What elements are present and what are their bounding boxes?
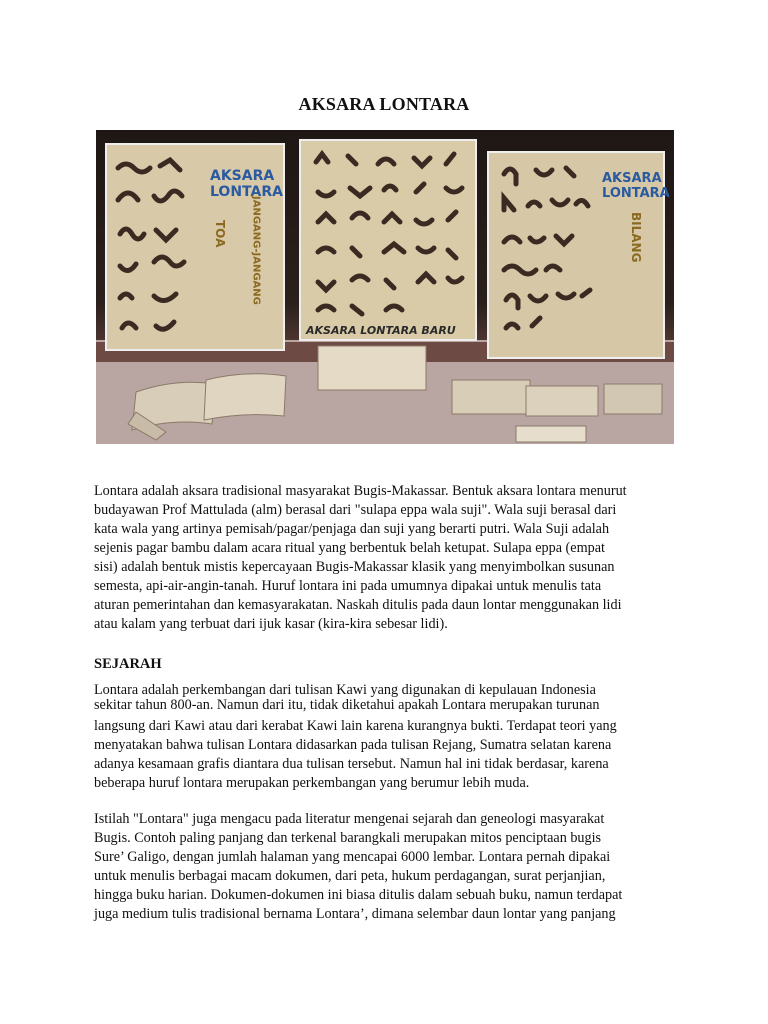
- history-line: Sure’ Galigo, dengan jumlah halaman yang mencapai 6000 lembar. Lontara pernah dipakai: [94, 849, 611, 865]
- intro-line: Lontara adalah aksara tradisional masyarakat Bugis-Makassar. Bentuk aksara lontara menurut: [94, 483, 627, 499]
- history-paragraph-1: [94, 684, 684, 793]
- intro-line: sisi) adalah bentuk mistis kepercayaan Bugis-Makassar klasik yang menyimbolkan susunan: [94, 559, 615, 575]
- lontara-exhibit-photo: [96, 130, 674, 444]
- document-title: AKSARA LONTARA: [298, 94, 470, 114]
- poster-right-title-1: AKSARA: [602, 171, 662, 186]
- poster-center-label: AKSARA LONTARA BARU: [306, 324, 456, 337]
- poster-left-side-1: TOA: [213, 220, 227, 248]
- history-line: menyatakan bahwa tulisan Lontara didasarkan pada tulisan Rejang, Sumatra selatan karena: [94, 737, 612, 753]
- section-heading-sejarah: SEJARAH: [94, 656, 162, 672]
- poster-right: [488, 152, 670, 358]
- poster-left-title-1: AKSARA: [210, 168, 275, 184]
- poster-center: [300, 140, 476, 340]
- history-line: adanya kesamaan grafis diantara dua tulisan tersebut. Namun hal ini tidak berdasar, karena: [94, 756, 609, 772]
- history-line: hingga buku harian. Dokumen-dokumen ini biasa ditulis dalam sebuah buku, namun terdapat: [94, 887, 623, 903]
- history-paragraph-2: [94, 810, 684, 924]
- poster-right-title-2: LONTARA: [602, 186, 670, 201]
- poster-left-title-2: LONTARA: [210, 184, 283, 200]
- poster-left: [106, 144, 284, 350]
- intro-line: kata wala yang artinya pemisah/pagar/penjaga dan suji yang berarti putri. Wala Suji adalah: [94, 521, 610, 537]
- poster-left-side-2: JANGANG-JANGANG: [250, 196, 262, 305]
- history-line: sekitar tahun 800-an. Namun dari itu, tidak diketahui apakah Lontara merupakan turunan: [94, 697, 600, 713]
- intro-line: semesta, api-air-angin-tanah. Huruf lontara ini pada umumnya dipakai untuk menulis tata: [94, 578, 602, 594]
- history-line: Istilah "Lontara" juga mengacu pada literatur mengenai sejarah dan geneologi masyarakat: [94, 811, 605, 827]
- intro-line: aturan pemerintahan dan kemasyarakatan. Naskah ditulis pada daun lontar menggunakan lidi: [94, 597, 622, 613]
- history-line: Bugis. Contoh paling panjang dan terkenal barangkali merupakan mitos penciptaan bugis: [94, 830, 602, 846]
- history-line: beberapa huruf lontara merupakan perkembangan yang berumur lebih muda.: [94, 775, 530, 791]
- intro-line: atau kalam yang terbuat dari ijuk kasar (kira-kira sebesar lidi).: [94, 616, 448, 632]
- poster-right-side: BILANG: [629, 212, 643, 263]
- intro-line: sejenis pagar bambu dalam acara ritual yang berbentuk belah ketupat. Sulapa eppa (empat: [94, 540, 605, 556]
- history-line: langsung dari Kawi atau dari kerabat Kawi lain karena kurangnya bukti. Terdapat teori yang: [94, 718, 617, 734]
- history-line: juga medium tulis tradisional bernama Lontara’, dimana selembar daun lontar yang panjang: [94, 906, 616, 922]
- intro-paragraph: [94, 482, 684, 634]
- intro-line: budayawan Prof Mattulada (alm) berasal dari "sulapa eppa wala suji". Wala suji berasal dari: [94, 502, 617, 518]
- history-line: Lontara adalah perkembangan dari tulisan Kawi yang digunakan di kepulauan Indonesia: [94, 682, 596, 698]
- history-line: untuk menulis berbagai macam dokumen, dari peta, hukum perdagangan, surat perjanjian,: [94, 868, 606, 884]
